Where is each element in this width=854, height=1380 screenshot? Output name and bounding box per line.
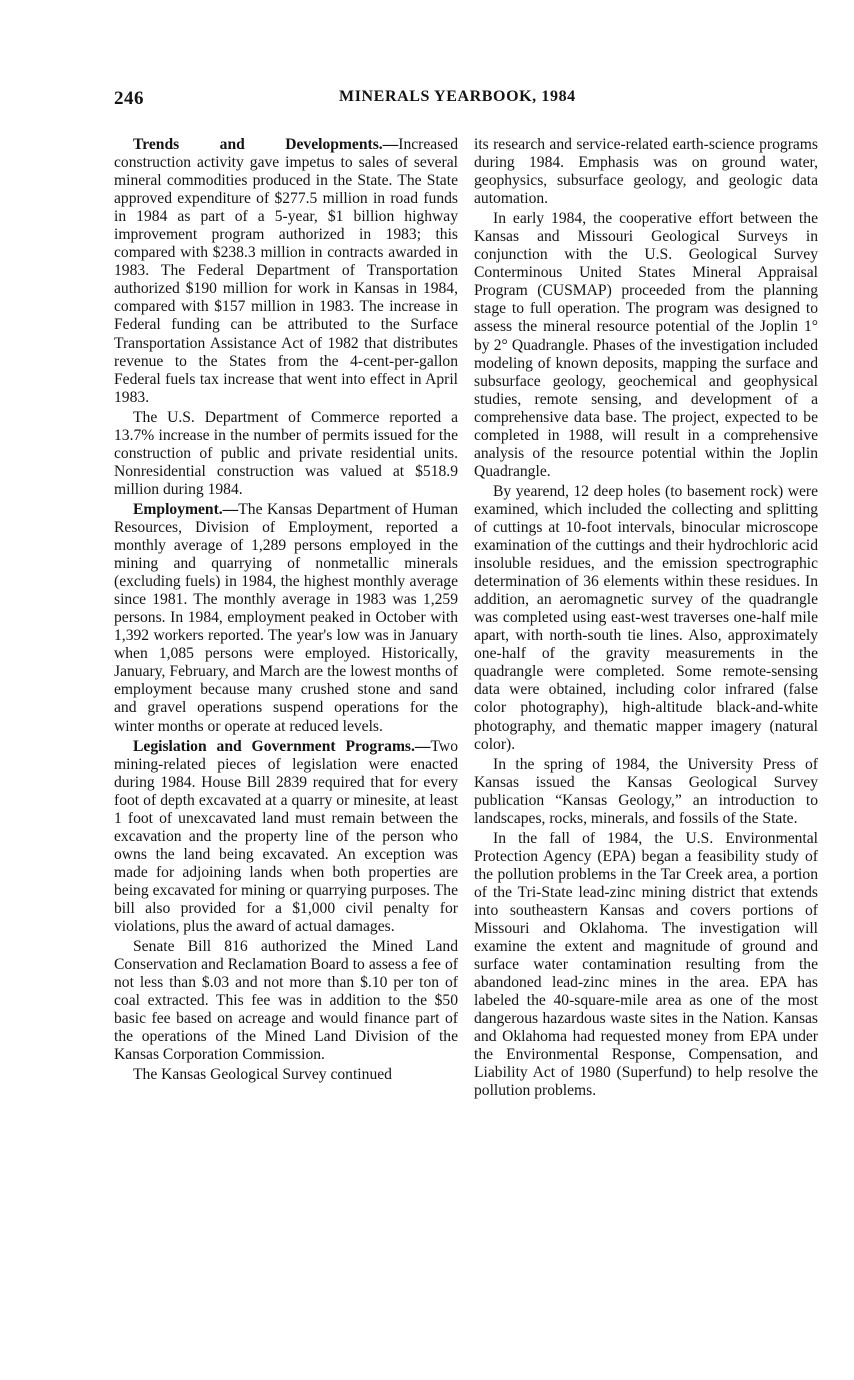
commerce-paragraph: The U.S. Department of Commerce reported a 13.7% increase in the number of permits issued for the construction of public and private residential units. Nonresidential construction was valued at $518.9 million during 1984.	[114, 408, 458, 498]
research-paragraph: its research and service-related earth-science programs during 1984. Emphasis was on ground water, geophysics, subsurface geology, and geologic data automation.	[474, 136, 818, 208]
employment-text: The Kansas Department of Human Resources, Division of Employment, reported a monthly average of 1,289 persons employed in the mining and quarrying of nonmetallic minerals (excluding fuels) in 1984, the highest monthly average since 1981. The monthly average in 1983 was 1,259 persons. In 1984, employment peaked in October with 1,392 workers reported. The year's low was in January when 1,085 persons were employed. Historically, January, February, and March are the lowest months of employment because many crushed stone and sand and gravel operations suspend operations for the winter months or operate at reduced levels.	[114, 500, 458, 735]
deep-holes-paragraph: By yearend, 12 deep holes (to basement rock) were examined, which included the collecting and splitting of cuttings at 10-foot intervals, binocular microscope examination of the cuttings and their hydrochloric acid insoluble residues, and the emission spectrographic determination of 36 elements within these residues. In addition, an aeromagnetic survey of the quadrangle was completed using east-west traverses one-half mile apart, with north-south tie lines. Also, approximately one-half of the gravity measurements in the quadrangle were completed. Some remote-sensing data were obtained, including color infrared (false color photography), high-altitude black-and-white photography, and thematic mapper imagery (natural color).	[474, 482, 818, 753]
right-column	[474, 136, 818, 1102]
legislation-paragraph	[114, 738, 458, 937]
employment-paragraph	[114, 501, 458, 736]
cusmap-paragraph: In early 1984, the cooperative effort between the Kansas and Missouri Geological Surveys in conjunction with the U.S. Geological Survey Conterminous United States Mineral Appraisal Program (CUSMAP) proceeded from the planning stage to full operation. The program was designed to assess the mineral resource potential of the Joplin 1° by 2° Quadrangle. Phases of the investigation included modeling of known deposits, mapping the surface and subsurface geology, geochemical and geophysical studies, remote sensing, and development of a comprehensive data base. The project, expected to be completed in 1988, will result in a comprehensive analysis of the resource potential within the Joplin Quadrangle.	[474, 210, 818, 480]
legislation-text: Two mining-related pieces of legislation were enacted during 1984. House Bill 2839 required that for every foot of depth excavated at a quarry or minesite, at least 1 foot of unexcavated land must remain between the excavation and the property line of the person who owns the land being excavated. An exception was made for adjoining lands when both properties are being excavated for mining or quarrying purposes. The bill also provided for a $1,000 civil penalty for violations, plus the award of actual damages.	[114, 737, 458, 936]
legislation-heading: Legislation and Government Programs.—	[133, 737, 431, 755]
page-header	[114, 88, 824, 112]
senate-bill-paragraph: Senate Bill 816 authorized the Mined Land Conservation and Reclamation Board to assess a fee of not less than $.03 and not more than $.10 per ton of coal extracted. This fee was in addition to the $50 basic fee based on acreage and would finance part of the operations of the Mined Land Division of the Kansas Corporation Commission.	[114, 938, 458, 1064]
running-title: MINERALS YEARBOOK, 1984	[339, 88, 576, 105]
trends-heading: Trends and Developments.—	[133, 136, 399, 153]
left-column	[114, 136, 458, 1086]
geological-survey-paragraph: The Kansas Geological Survey continued	[133, 1066, 392, 1084]
kansas-geology-paragraph: In the spring of 1984, the University Press of Kansas issued the Kansas Geological Survey publication “Kansas Geology,” an introduction to landscapes, rocks, minerals, and fossils of the State.	[474, 755, 818, 827]
epa-paragraph: In the fall of 1984, the U.S. Environmental Protection Agency (EPA) began a feasibility study of the pollution problems in the Tar Creek area, a portion of the Tri-State lead-zinc mining district that extends into southeastern Kansas and covers portions of Missouri and Oklahoma. The investigation will examine the extent and magnitude of ground and surface water contamination resulting from the abandoned lead-zinc mines in the area. EPA has labeled the 40-square-mile area as one of the most dangerous hazardous waste sites in the Nation. Kansas and Oklahoma had requested money from EPA under the Environmental Response, Compensation, and Liability Act of 1980 (Superfund) to help resolve the pollution problems.	[474, 829, 818, 1100]
trends-text: Increased construction activity gave impetus to sales of several mineral commodities produced in the State. The State approved expenditure of $277.5 million in road funds in 1984 as part of a 5-year, $1 billion highway improvement program authorized in 1983; this compared with $238.3 million in contracts awarded in 1983. The Federal Department of Transportation authorized $190 million for work in Kansas in 1984, compared with $157 million in 1983. The increase in Federal funding can be attributed to the Surface Transportation Assistance Act of 1982 that distributes revenue to the States from the 4-cent-per-gallon Federal fuels tax increase that went into effect in April 1983.	[114, 136, 458, 406]
page-number: 246	[114, 88, 144, 109]
employment-heading: Employment.—	[133, 500, 239, 518]
trends-paragraph	[114, 136, 458, 407]
